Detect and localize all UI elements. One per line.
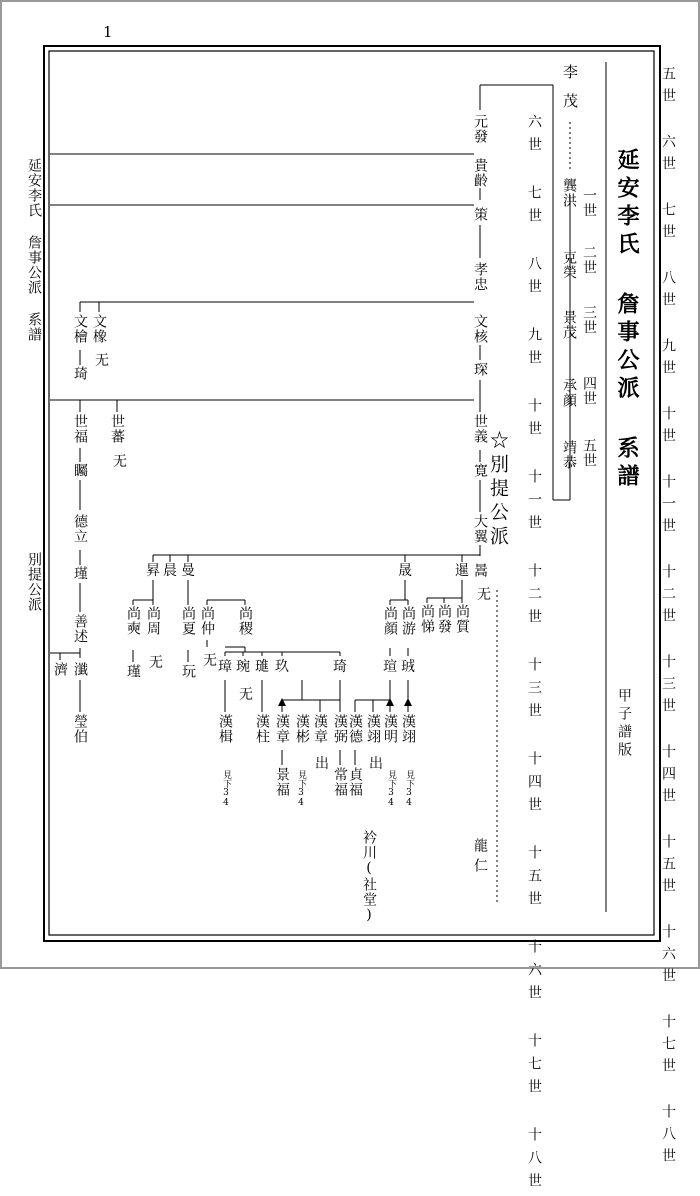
page-number: 1 xyxy=(103,23,113,41)
person: 尚仲 xyxy=(199,606,215,636)
person: 貞福 xyxy=(347,767,363,797)
person: 尚夏 xyxy=(180,606,196,636)
generation-label-1: 一世 xyxy=(581,188,597,218)
person: 琦 xyxy=(333,659,347,675)
person: 靖恭 xyxy=(561,440,577,470)
person: 漢德 xyxy=(347,714,363,744)
ancestor-name: 李茂 xyxy=(561,64,579,122)
person: 尚顔 xyxy=(382,606,398,636)
person: 景茂 xyxy=(561,310,577,340)
person: 尚發 xyxy=(436,604,452,634)
person: 漢彬 xyxy=(294,714,310,744)
generation-label-2: 二世 xyxy=(581,245,597,275)
out-mark: 出 xyxy=(369,756,383,772)
person: 龔洪 xyxy=(561,178,577,208)
page-title: 延安李氏 詹事公派 系譜 xyxy=(614,148,640,492)
person: 琦 xyxy=(72,366,88,381)
side-label-clan: 延安李氏 詹事公派 系譜 xyxy=(26,158,42,342)
person: 晟 xyxy=(398,563,412,579)
person: 景福 xyxy=(274,767,290,797)
person: 尚周 xyxy=(145,606,161,636)
person: 瑩伯 xyxy=(72,714,88,744)
branch-title: ☆別提公派 xyxy=(487,430,509,550)
person: 世義 xyxy=(472,414,488,444)
person: 漢翊 xyxy=(400,714,416,744)
person: 琬 xyxy=(236,659,250,675)
person: 瀸 xyxy=(72,662,88,677)
generation-label-5: 五世 xyxy=(581,438,597,468)
person: 昪 xyxy=(146,563,160,579)
reference-note: 見下34 xyxy=(404,770,414,808)
person: 尚奭 xyxy=(125,606,141,636)
person: 漢翊 xyxy=(365,714,381,744)
person: 常福 xyxy=(332,767,348,797)
person: 世蕃 xyxy=(109,414,125,444)
side-label-branch: 別提公派 xyxy=(26,552,42,612)
generation-label-3: 三世 xyxy=(581,305,597,335)
person: 寛 xyxy=(472,463,488,478)
none-mark: 无 xyxy=(477,587,491,603)
person: 漢弼 xyxy=(332,714,348,744)
person: 玩 xyxy=(180,664,196,679)
person: 漢章 xyxy=(312,714,328,744)
person: 德立 xyxy=(72,514,88,544)
person: 曼 xyxy=(181,563,195,579)
reference-note: 見下34 xyxy=(221,770,231,808)
person: 善述 xyxy=(72,614,88,644)
generation-column-right: 五世 六世 七世 八世 九世 十世 十一世 十二世 十三世 十四世 十五世 十六世 十七世 十八世 xyxy=(660,66,676,1170)
place-note: 龍仁 xyxy=(472,838,488,878)
person: 暠 xyxy=(472,563,488,578)
person: 孝忠 xyxy=(472,262,488,292)
person: 瑾 xyxy=(125,664,141,679)
person: 尚游 xyxy=(400,606,416,636)
reference-note: 見下34 xyxy=(296,770,306,808)
person: 璡 xyxy=(255,659,269,675)
person: 矚 xyxy=(72,463,88,478)
person: 策 xyxy=(472,207,488,222)
person: 暹 xyxy=(455,563,469,579)
person: 文核 xyxy=(472,314,488,344)
generation-label-4: 四世 xyxy=(581,376,597,406)
place-note: 衿川(社堂) xyxy=(361,830,377,924)
none-mark: 无 xyxy=(95,353,109,369)
person: 尚悌 xyxy=(419,604,435,634)
none-mark: 无 xyxy=(203,653,217,669)
person: 漢楫 xyxy=(217,714,233,744)
person: 克榮 xyxy=(561,250,577,280)
none-mark: 无 xyxy=(149,655,163,671)
person: 璋 xyxy=(218,659,232,675)
person: 濟 xyxy=(52,662,68,677)
person: 晨 xyxy=(163,563,177,579)
person: 大翼 xyxy=(472,514,488,544)
person: 瑄 xyxy=(383,659,397,675)
none-mark: 无 xyxy=(113,454,127,470)
out-mark: 出 xyxy=(315,756,329,772)
person: 漢明 xyxy=(382,714,398,744)
person: 文檜 xyxy=(72,314,88,344)
none-mark: 无 xyxy=(239,687,253,703)
person: 文橡 xyxy=(91,314,107,344)
person: 漢柱 xyxy=(254,714,270,744)
person: 尚質 xyxy=(454,604,470,634)
person: 漢章 xyxy=(274,714,290,744)
reference-note: 見下34 xyxy=(386,770,396,808)
person: 貴齡 xyxy=(472,158,488,188)
generation-column-left: 六世 七世 八世 九世 十世 十一世 十二世 十三世 十四世 十五世 十六世 十七世 十八世 xyxy=(526,114,542,1196)
person: 尚稷 xyxy=(237,606,253,636)
person: 承顔 xyxy=(561,378,577,408)
person: 琛 xyxy=(472,362,488,377)
person: 元發 xyxy=(472,114,488,144)
person: 玖 xyxy=(275,659,289,675)
person: 世福 xyxy=(72,414,88,444)
person: 珬 xyxy=(401,659,415,675)
person: 瑾 xyxy=(72,566,88,581)
edition-label: 甲子譜版 xyxy=(616,688,632,760)
